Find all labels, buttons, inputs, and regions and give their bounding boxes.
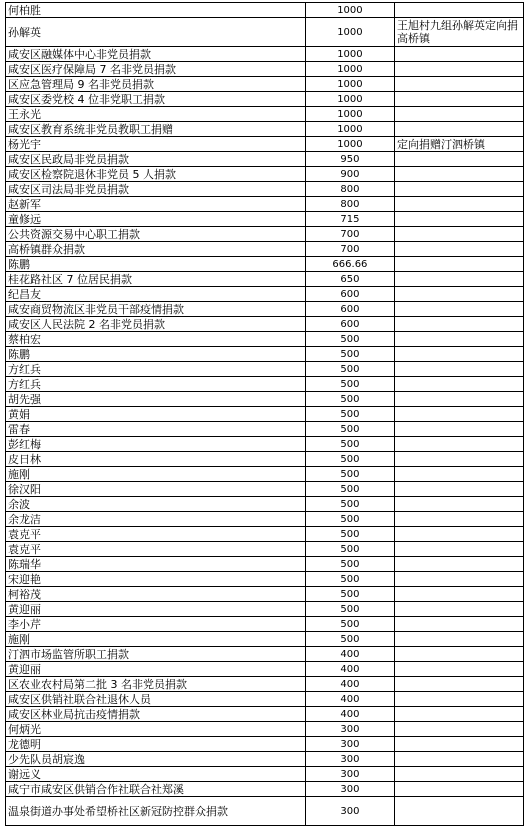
note-cell [394,632,523,647]
note-cell [394,737,523,752]
amount-cell: 500 [305,362,394,377]
note-cell [394,572,523,587]
note-cell [394,302,523,317]
amount-cell: 400 [305,707,394,722]
amount-cell: 1000 [305,62,394,77]
note-cell [394,752,523,767]
donor-name-cell: 王永光 [6,107,306,122]
donor-name-cell: 袁克平 [6,542,306,557]
note-cell [394,602,523,617]
table-row [6,497,524,512]
amount-cell: 1000 [305,77,394,92]
donor-name-cell: 彭红梅 [6,437,306,452]
donor-name-cell: 陈鹏 [6,257,306,272]
table-row [6,47,524,62]
donation-table [5,2,524,826]
note-cell [394,92,523,107]
donation-table-body [6,3,524,826]
amount-cell: 500 [305,542,394,557]
note-cell [394,497,523,512]
donor-name-cell: 施刚 [6,632,306,647]
donor-name-cell: 徐汉阳 [6,482,306,497]
table-row [6,317,524,332]
note-cell [394,722,523,737]
donor-name-cell: 宋迎艳 [6,572,306,587]
amount-cell: 666.66 [305,257,394,272]
amount-cell: 300 [305,752,394,767]
donor-name-cell: 黄迎丽 [6,662,306,677]
table-row [6,542,524,557]
table-row [6,182,524,197]
donor-name-cell: 方红兵 [6,362,306,377]
note-cell [394,197,523,212]
table-row [6,362,524,377]
amount-cell: 715 [305,212,394,227]
amount-cell: 1000 [305,137,394,152]
donor-name-cell: 咸安区检察院退休非党员 5 人捐款 [6,167,306,182]
donor-name-cell: 咸安区委党校 4 位非党职工捐款 [6,92,306,107]
note-cell [394,182,523,197]
donor-name-cell: 汀泗市场监管所职工捐款 [6,647,306,662]
note-cell [394,437,523,452]
table-row [6,707,524,722]
donor-name-cell: 区应急管理局 9 名非党员捐款 [6,77,306,92]
table-row [6,167,524,182]
table-row [6,767,524,782]
table-row [6,482,524,497]
amount-cell: 500 [305,467,394,482]
note-cell [394,317,523,332]
note-cell [394,107,523,122]
note-cell [394,47,523,62]
table-row [6,227,524,242]
table-row [6,452,524,467]
note-cell [394,707,523,722]
table-row [6,422,524,437]
donor-name-cell: 赵新军 [6,197,306,212]
note-cell [394,257,523,272]
amount-cell: 500 [305,527,394,542]
amount-cell: 500 [305,332,394,347]
table-row [6,122,524,137]
donor-name-cell: 咸宁市咸安区供销合作社联合社郑溪 [6,782,306,797]
donor-name-cell: 童修远 [6,212,306,227]
table-row [6,107,524,122]
donor-name-cell: 何炳光 [6,722,306,737]
table-row [6,467,524,482]
note-cell [394,587,523,602]
table-row [6,152,524,167]
table-row [6,527,524,542]
note-cell [394,212,523,227]
table-row [6,347,524,362]
table-row [6,92,524,107]
note-cell [394,542,523,557]
table-row [6,287,524,302]
table-row [6,332,524,347]
table-row [6,722,524,737]
table-row [6,737,524,752]
amount-cell: 500 [305,602,394,617]
note-cell [394,347,523,362]
table-row [6,752,524,767]
table-row [6,377,524,392]
note-cell [394,482,523,497]
donor-name-cell: 龙德明 [6,737,306,752]
donor-name-cell: 余龙洁 [6,512,306,527]
donor-name-cell: 温泉街道办事处希望桥社区新冠防控群众捐款 [6,797,306,826]
note-cell [394,797,523,826]
amount-cell: 950 [305,152,394,167]
donor-name-cell: 雷春 [6,422,306,437]
note-cell [394,122,523,137]
note-cell [394,782,523,797]
donor-name-cell: 咸安区人民法院 2 名非党员捐款 [6,317,306,332]
amount-cell: 300 [305,737,394,752]
note-cell [394,3,523,18]
note-cell [394,407,523,422]
table-row [6,18,524,47]
amount-cell: 400 [305,662,394,677]
note-cell [394,77,523,92]
donor-name-cell: 咸安区医疗保障局 7 名非党员捐款 [6,62,306,77]
table-row [6,392,524,407]
table-row [6,647,524,662]
table-row [6,572,524,587]
table-row [6,407,524,422]
donor-name-cell: 柯裕茂 [6,587,306,602]
table-row [6,257,524,272]
table-row [6,302,524,317]
amount-cell: 1000 [305,18,394,47]
amount-cell: 500 [305,617,394,632]
amount-cell: 500 [305,347,394,362]
amount-cell: 500 [305,437,394,452]
amount-cell: 1000 [305,3,394,18]
note-cell [394,62,523,77]
note-cell [394,287,523,302]
donor-name-cell: 黄娟 [6,407,306,422]
table-row [6,137,524,152]
amount-cell: 500 [305,512,394,527]
note-cell [394,392,523,407]
donor-name-cell: 方红兵 [6,377,306,392]
amount-cell: 500 [305,497,394,512]
donor-name-cell: 施刚 [6,467,306,482]
note-cell [394,677,523,692]
table-row [6,662,524,677]
table-row [6,62,524,77]
donor-name-cell: 何柏胜 [6,3,306,18]
table-row [6,677,524,692]
donor-name-cell: 陈鹏 [6,347,306,362]
donor-name-cell: 胡先强 [6,392,306,407]
amount-cell: 1000 [305,92,394,107]
amount-cell: 800 [305,182,394,197]
note-cell [394,332,523,347]
amount-cell: 600 [305,287,394,302]
amount-cell: 600 [305,302,394,317]
donor-name-cell: 咸安区供销社联合社退休人员 [6,692,306,707]
donor-name-cell: 高桥镇群众捐款 [6,242,306,257]
amount-cell: 900 [305,167,394,182]
amount-cell: 800 [305,197,394,212]
amount-cell: 500 [305,557,394,572]
note-cell [394,512,523,527]
donor-name-cell: 少先队员胡宸逸 [6,752,306,767]
table-row [6,557,524,572]
note-cell [394,467,523,482]
donor-name-cell: 袁克平 [6,527,306,542]
table-row [6,602,524,617]
donor-name-cell: 咸安区司法局非党员捐款 [6,182,306,197]
amount-cell: 500 [305,392,394,407]
note-cell [394,662,523,677]
donor-name-cell: 咸安商贸物流区非党员干部疫情捐款 [6,302,306,317]
donor-name-cell: 咸安区融媒体中心非党员捐款 [6,47,306,62]
amount-cell: 300 [305,797,394,826]
amount-cell: 500 [305,407,394,422]
amount-cell: 400 [305,647,394,662]
table-row [6,632,524,647]
amount-cell: 1000 [305,47,394,62]
note-cell [394,647,523,662]
donor-name-cell: 李小芹 [6,617,306,632]
donor-name-cell: 纪昌友 [6,287,306,302]
table-row [6,782,524,797]
amount-cell: 650 [305,272,394,287]
note-cell [394,527,523,542]
table-row [6,272,524,287]
amount-cell: 300 [305,767,394,782]
table-row [6,692,524,707]
amount-cell: 500 [305,452,394,467]
donor-name-cell: 皮日林 [6,452,306,467]
note-cell [394,377,523,392]
donor-name-cell: 黄迎丽 [6,602,306,617]
note-cell [394,452,523,467]
amount-cell: 600 [305,317,394,332]
amount-cell: 400 [305,692,394,707]
table-row [6,617,524,632]
note-cell [394,692,523,707]
amount-cell: 300 [305,722,394,737]
note-cell [394,152,523,167]
donor-name-cell: 桂花路社区 7 位居民捐款 [6,272,306,287]
table-row [6,587,524,602]
amount-cell: 700 [305,227,394,242]
amount-cell: 500 [305,632,394,647]
note-cell [394,227,523,242]
amount-cell: 500 [305,587,394,602]
table-row [6,242,524,257]
donor-name-cell: 咸安区民政局非党员捐款 [6,152,306,167]
amount-cell: 500 [305,482,394,497]
note-cell: 王旭村九组孙解英定向捐高桥镇 [394,18,523,47]
note-cell [394,617,523,632]
note-cell [394,167,523,182]
donor-name-cell: 咸安区林业局抗击疫情捐款 [6,707,306,722]
note-cell [394,557,523,572]
table-row [6,212,524,227]
note-cell [394,362,523,377]
amount-cell: 500 [305,572,394,587]
donor-name-cell: 陈瑞华 [6,557,306,572]
note-cell [394,272,523,287]
table-row [6,197,524,212]
note-cell [394,767,523,782]
donor-name-cell: 孙解英 [6,18,306,47]
donor-name-cell: 咸安区教育系统非党员教职工捐赠 [6,122,306,137]
amount-cell: 500 [305,377,394,392]
donor-name-cell: 蔡柏宏 [6,332,306,347]
amount-cell: 700 [305,242,394,257]
donor-name-cell: 余波 [6,497,306,512]
table-row [6,77,524,92]
amount-cell: 400 [305,677,394,692]
donor-name-cell: 区农业农村局第二批 3 名非党员捐款 [6,677,306,692]
donor-name-cell: 谢远义 [6,767,306,782]
amount-cell: 500 [305,422,394,437]
donor-name-cell: 杨光宇 [6,137,306,152]
table-row [6,437,524,452]
table-row [6,3,524,18]
note-cell [394,422,523,437]
note-cell [394,242,523,257]
amount-cell: 1000 [305,122,394,137]
donor-name-cell: 公共资源交易中心职工捐款 [6,227,306,242]
amount-cell: 300 [305,782,394,797]
table-row [6,797,524,826]
amount-cell: 1000 [305,107,394,122]
table-row [6,512,524,527]
note-cell: 定向捐赠汀泗桥镇 [394,137,523,152]
